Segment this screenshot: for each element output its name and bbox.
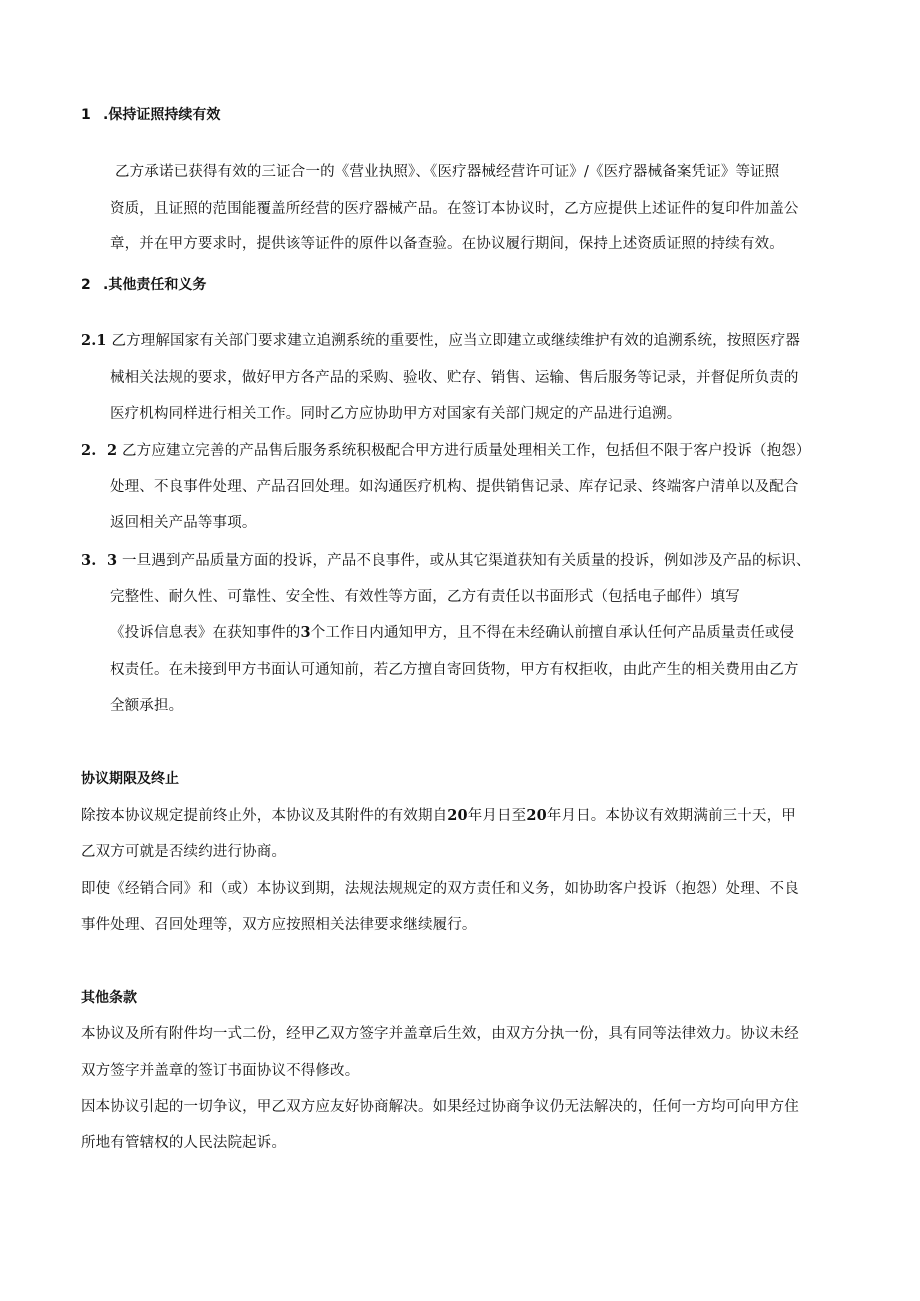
- section-1-line-1: 乙方承诺已获得有效的三证合一的《营业执照》、《医疗器械经营许可证》/《医疗器械备案凭证》等证照: [115, 164, 780, 180]
- other-line-3: 因本协议引起的一切争议，甲乙双方应友好协商解决。如果经过协商争议仍无法解决的，任何一方均可向甲方住: [81, 1099, 799, 1115]
- term-p1-a: 除按本协议规定提前终止外，本协议及其附件的有效期自: [81, 808, 448, 824]
- item-2-2-line-1: [81, 439, 811, 460]
- item-2-1-line-2: 械相关法规的要求，做好甲方各产品的采购、验收、贮存、销售、运输、售后服务等记录，并督促所负责的: [110, 370, 799, 386]
- section-1-line-3: 章，并在甲方要求时，提供该等证件的原件以备查验。在协议履行期间，保持上述资质证照的持续有效。: [110, 236, 784, 252]
- item-2-2-line-2: 处理、不良事件处理、产品召回处理。如沟通医疗机构、提供销售记录、库存记录、终端客户清单以及配合: [110, 479, 799, 495]
- item-2-2-text: 乙方应建立完善的产品售后服务系统积极配合甲方进行质量处理相关工作，包括但不限于客户投诉（抱怨）: [122, 443, 811, 459]
- section-1-heading: [81, 104, 220, 124]
- section-1-title: .保持证照持续有效: [103, 107, 221, 123]
- item-2-3-line-3: [110, 621, 794, 642]
- item-2-3-line-1: [81, 549, 811, 570]
- term-year-start: 20: [447, 807, 468, 824]
- section-1-line-2: 资质，且证照的范围能覆盖所经营的医疗器械产品。在签订本协议时，乙方应提供上述证件的复印件加盖公: [110, 201, 799, 217]
- item-2-1-line-3: 医疗机构同样进行相关工作。同时乙方应协助甲方对国家有关部门规定的产品进行追溯。: [110, 406, 682, 422]
- item-2-1-text: 乙方理解国家有关部门要求建立追溯系统的重要性，应当立即建立或继续维护有效的追溯系统，按照医疗器: [111, 333, 800, 349]
- term-p1-line-2: 乙双方可就是否续约进行协商。: [81, 844, 287, 860]
- item-2-3-sub: 3: [107, 552, 118, 569]
- section-2-title: .其他责任和义务: [103, 277, 207, 293]
- item-2-2-prefix: 2.: [81, 442, 97, 459]
- item-2-2-sub: 2: [107, 442, 118, 459]
- item-2-3-line-3-pre: 《投诉信息表》在获知事件的: [110, 625, 301, 641]
- other-heading: 其他条款: [81, 990, 137, 1006]
- item-2-1-line-1: [81, 329, 800, 350]
- item-2-3-line-5: 全额承担。: [110, 698, 184, 714]
- section-2-heading: [81, 274, 206, 294]
- term-p1-b: 年月日至: [467, 808, 527, 824]
- term-heading: 协议期限及终止: [81, 771, 179, 787]
- item-2-3-text: 一旦遇到产品质量方面的投诉，产品不良事件，或从其它渠道获知有关质量的投诉，例如涉及产品的标识、: [122, 553, 811, 569]
- item-2-3-line-4: 权责任。在未接到甲方书面认可通知前，若乙方擅自寄回货物，甲方有权拒收，由此产生的相关费用由乙方: [110, 662, 799, 678]
- item-2-3-prefix: 3.: [81, 552, 97, 569]
- section-2-number: 2: [81, 277, 91, 293]
- item-2-1-prefix: 2.1: [81, 332, 107, 349]
- term-p1-c: 年月日。本协议有效期满前三十天，甲: [546, 808, 796, 824]
- section-1-number: 1: [81, 107, 91, 123]
- other-line-1: 本协议及所有附件均一式二份，经甲乙双方签字并盖章后生效，由双方分执一份，具有同等法律效力。协议未经: [81, 1026, 799, 1042]
- term-p2-line-2: 事件处理、召回处理等，双方应按照相关法律要求继续履行。: [81, 917, 477, 933]
- item-2-3-line-3-post: 个工作日内通知甲方，且不得在未经确认前擅自承认任何产品质量责任或侵: [310, 625, 795, 641]
- term-p2-line-1: 即使《经销合同》和（或）本协议到期，法规法规规定的双方责任和义务，如协助客户投诉（抱怨）处理、不良: [81, 881, 799, 897]
- term-year-end: 20: [526, 807, 547, 824]
- item-2-2-line-3: 返回相关产品等事项。: [110, 515, 257, 531]
- item-2-3-days: 3: [300, 624, 311, 641]
- term-p1-line-1: [81, 804, 796, 825]
- other-line-2: 双方签字并盖章的签订书面协议不得修改。: [81, 1063, 360, 1079]
- item-2-3-line-2: 完整性、耐久性、可靠性、安全性、有效性等方面，乙方有责任以书面形式（包括电子邮件）填写: [110, 589, 740, 605]
- other-line-4: 所地有管辖权的人民法院起诉。: [81, 1135, 287, 1151]
